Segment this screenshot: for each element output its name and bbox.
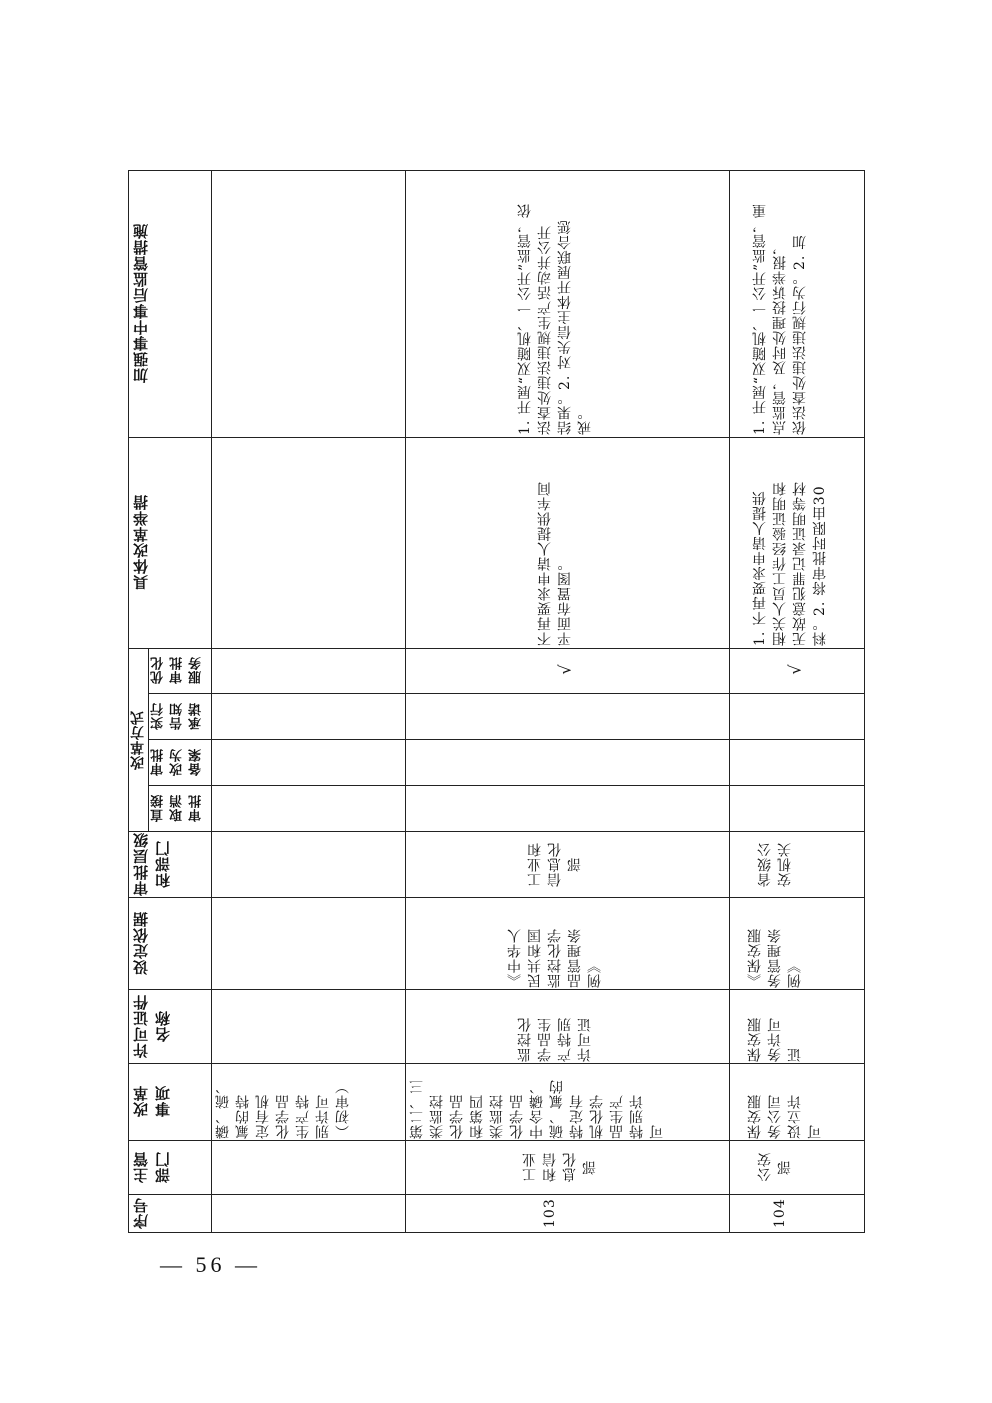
row2-optimize-checkmark: √ xyxy=(785,664,805,675)
row2-measures: 1. 不再要求申请人提供 相关人员工作经验证明和 无故意犯罪记录证明等材 料。2. 将审批时限由30 xyxy=(752,481,828,646)
row2-supervision: 1. 开展“双随机、一公开”监管，重 点监管，及时处理投诉举报， 依法查处违法违规行为。2. 加 xyxy=(752,202,808,435)
header-dept: 主管 部门 xyxy=(132,1151,172,1183)
header-measures: 具体改革举措 xyxy=(132,494,150,591)
row1-measures: 不再要求申请人提供车间 平面布置图。 xyxy=(537,481,573,646)
row2-seq: 104 xyxy=(772,1198,788,1229)
header-reform-group: 改革方式 xyxy=(130,710,146,770)
header-optimize: 优化 审批 服务 xyxy=(151,656,204,685)
row1-dept: 工业 和信 息化 部 xyxy=(522,1152,598,1183)
row1-supervision: 1. 开展“双随机、一公开”监管，依 法查处违法违规生产活动并公开 结果。2. 对失信主体开展联合惩 戒。 xyxy=(517,202,593,435)
header-filing: 审批 改为 备案 xyxy=(151,748,204,776)
row1-optimize-checkmark: √ xyxy=(555,664,575,675)
header-level: 审批层级 和部门 xyxy=(132,832,172,896)
row1-item: 第二、三 类监控 化学品 和第四 类监控 化学品 中含磷、 硫、氟的 特定有 机化学 品生产 特别许 可 xyxy=(409,1079,665,1139)
header-notice: 实行 告知 承诺 xyxy=(151,702,204,730)
row2-item: 保安服 务公司 设立许 可 xyxy=(747,1094,823,1139)
row1-seq: 103 xyxy=(542,1198,558,1229)
row2-dept: 公安 部 xyxy=(757,1152,793,1183)
header-seq: 序号 xyxy=(132,1197,150,1229)
row2-basis: 《保安服 务管理条 例》 xyxy=(747,928,803,988)
row1-basis: 《中华人 民共和国 监控化学 品管理条 例》 xyxy=(507,928,603,988)
header-supervision: 加强事中事后监管措施 xyxy=(132,223,150,384)
row1-level: 工业和 信息化 部 xyxy=(527,842,583,887)
header-license: 许可证件 名称 xyxy=(132,994,172,1058)
row2-license: 保安服 务许可 证 xyxy=(747,1017,803,1062)
row1-license: 监控化 学品生 产特别 许可证 xyxy=(517,1017,593,1062)
header-item: 改革 事项 xyxy=(132,1085,172,1118)
row2-level: 省级公 安机关 xyxy=(757,842,793,887)
header-basis: 设定依据 xyxy=(132,911,150,975)
page-number: — 56 — xyxy=(160,1252,261,1277)
row0-item: 磷、硫、 氟的特 定有机 化学品 生产特 别许可 （初审） xyxy=(215,1079,351,1139)
header-cancel: 直接 取消 审批 xyxy=(151,794,204,822)
